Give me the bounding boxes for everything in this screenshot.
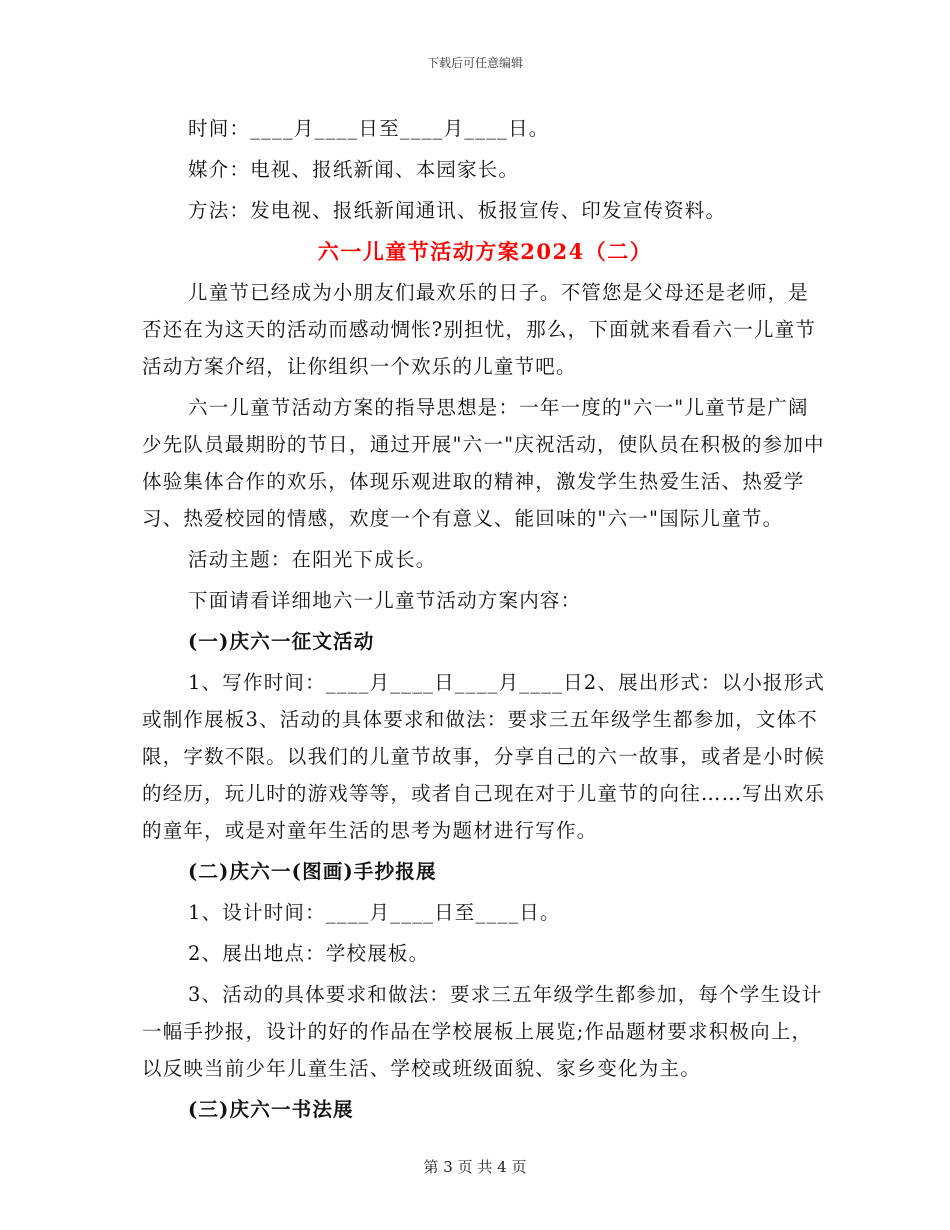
intro-paragraph: 儿童节已经成为小朋友们最欢乐的日子。不管您是父母还是老师，是否还在为这天的活动而感动惆怅?别担忧，那么，下面就来看看六一儿童节活动方案介绍，让你组织一个欢乐的儿童节吧。 (142, 281, 817, 378)
part1-body: 1、写作时间：____月____日____月____日2、展出形式：以小报形式或制作展板3、活动的具体要求和做法：要求三五年级学生都参加，文体不限，字数不限。以我们的儿童节故事，分享自己的六一故事，或者是小时候的经历，玩儿时的游戏等等，或者自己现在对于儿童节的向往……写出欢乐的童年，或是对童年生活的思考为题材进行写作。 (142, 671, 826, 842)
part1-heading: (一)庆六一征文活动 (188, 630, 375, 653)
time-line: 时间：____月____日至____月____日。 (188, 117, 550, 140)
media-line: 媒介：电视、报纸新闻、本园家长。 (188, 158, 520, 181)
part2-item3: 3、活动的具体要求和做法：要求三五年级学生都参加，每个学生设计一幅手抄报，设计的好的作品在学校展板上展览;作品题材要求积极向上，以反映当前少年儿童生活、学校或班级面貌、家乡变化为主。 (142, 983, 823, 1080)
page-footer: 第 3 页 共 4 页 (423, 1158, 527, 1176)
document-title: 六一儿童节活动方案2024（二） (317, 239, 653, 264)
header-note: 下载后可任意编辑 (426, 56, 523, 70)
lead-paragraph: 下面请看详细地六一儿童节活动方案内容： (188, 589, 582, 612)
theme-paragraph: 活动主题：在阳光下成长。 (188, 548, 437, 571)
document-body (142, 110, 828, 1132)
part3-heading: (三)庆六一书法展 (188, 1098, 354, 1121)
guiding-paragraph: 六一儿童节活动方案的指导思想是：一年一度的"六一"儿童节是广阔少先队员最期盼的节日，通过开展"六一"庆祝活动，使队员在积极的参加中体验集体合作的欢乐，体现乐观进取的精神，激发学生热爱生活、热爱学习、热爱校园的情感，欢度一个有意义、能回味的"六一"国际儿童节。 (142, 396, 825, 530)
part2-item1: 1、设计时间：____月____日至____日。 (188, 901, 561, 924)
method-line: 方法：发电视、报纸新闻通讯、板报宣传、印发宣传资料。 (188, 199, 727, 222)
part2-heading: (二)庆六一(图画)手抄报展 (188, 860, 437, 883)
part2-item2: 2、展出地点：学校展板。 (188, 942, 430, 965)
